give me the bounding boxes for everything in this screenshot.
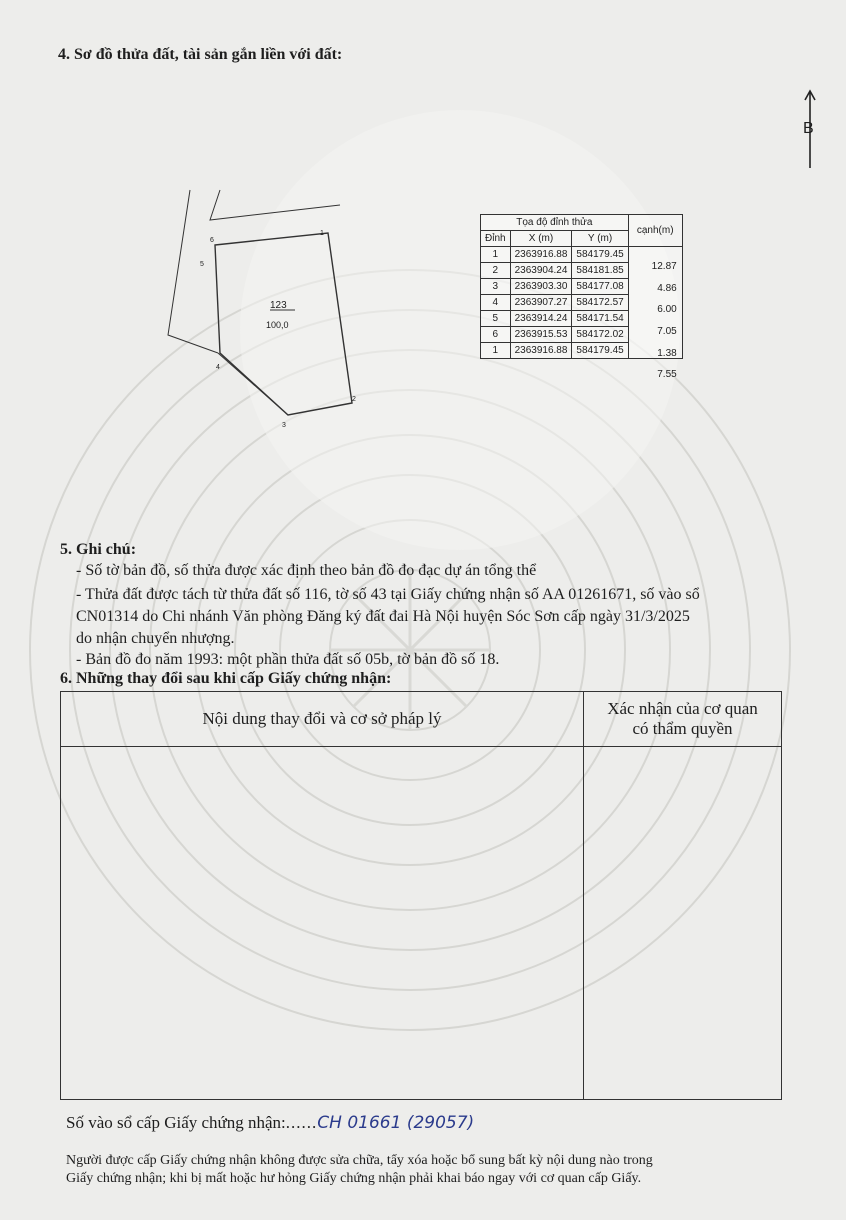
cell-vertex: 4 — [481, 295, 511, 311]
note-line: CN01314 do Chi nhánh Văn phòng Đăng ký đất đai Hà Nội huyện Sóc Sơn cấp ngày 31/3/2025 — [76, 608, 690, 625]
parcel-area: 100,0 — [266, 320, 289, 330]
coord-header-group: Tọa độ đỉnh thửa — [481, 215, 629, 231]
changes-confirm-cell — [584, 747, 782, 1100]
table-row — [481, 247, 683, 263]
edge-value: 12.87 — [651, 261, 677, 272]
register-number-value: CH 01661 (29057) — [317, 1113, 475, 1133]
parcel-number: 123 — [270, 300, 287, 311]
register-number-row: Số vào sổ cấp Giấy chứng nhận:......CH 01661 (29057) — [66, 1113, 475, 1133]
cell-y: 584172.02 — [572, 327, 628, 343]
edge-value: 7.05 — [657, 326, 677, 337]
cell-y: 584181.85 — [572, 263, 628, 279]
cell-x: 2363914.24 — [510, 311, 572, 327]
note-line: - Thửa đất được tách từ thửa đất số 116, tờ số 43 tại Giấy chứng nhận số AA 01261671, số vào sổ — [76, 586, 700, 603]
vertex-label-2: 2 — [352, 396, 356, 403]
cell-vertex: 5 — [481, 311, 511, 327]
changes-col-confirm — [584, 692, 782, 747]
cell-x: 2363903.30 — [510, 279, 572, 295]
vertex-label-4: 4 — [216, 364, 220, 371]
notice-line-2: Giấy chứng nhận; khi bị mất hoặc hư hỏng Giấy chứng nhận phải khai báo ngay với cơ quan cấp Giấy. — [66, 1171, 642, 1186]
cell-vertex: 2 — [481, 263, 511, 279]
vertex-label-6: 6 — [210, 237, 214, 244]
cell-x: 2363904.24 — [510, 263, 572, 279]
cell-x: 2363907.27 — [510, 295, 572, 311]
note-line: - Bản đồ đo năm 1993: một phần thửa đất số 05b, tờ bản đồ số 18. — [76, 651, 500, 668]
north-arrow — [800, 88, 820, 170]
edge-value: 6.00 — [657, 304, 677, 315]
cell-y: 584171.54 — [572, 311, 628, 327]
section5-title: 5. Ghi chú: — [60, 541, 137, 558]
cell-y: 584177.08 — [572, 279, 628, 295]
coord-header-y: Y (m) — [572, 231, 628, 247]
north-label: B — [803, 120, 814, 137]
changes-col-confirm-line2: có thẩm quyền — [632, 719, 733, 738]
coord-header-vertex: Đỉnh — [481, 231, 511, 247]
notice-line-1: Người được cấp Giấy chứng nhận không được sửa chữa, tẩy xóa hoặc bổ sung bất kỳ nội dung nào trong — [66, 1153, 653, 1168]
changes-col-confirm-line1: Xác nhận của cơ quan — [607, 699, 758, 718]
vertex-label-1: 1 — [320, 230, 324, 237]
coordinate-table — [480, 214, 683, 380]
edge-value: 4.86 — [657, 283, 677, 294]
vertex-label-5: 5 — [200, 261, 204, 268]
cell-x: 2363916.88 — [510, 343, 572, 359]
changes-col-content: Nội dung thay đổi và cơ sở pháp lý — [61, 692, 584, 747]
cell-vertex: 3 — [481, 279, 511, 295]
cell-y: 584179.45 — [572, 247, 628, 263]
edge-lengths — [628, 247, 682, 380]
cell-y: 584179.45 — [572, 343, 628, 359]
cell-vertex: 1 — [481, 343, 511, 359]
register-number-label: Số vào sổ cấp Giấy chứng nhận: — [66, 1113, 286, 1132]
coord-header-x: X (m) — [510, 231, 572, 247]
section6-title: 6. Những thay đổi sau khi cấp Giấy chứng nhận: — [60, 670, 392, 687]
cell-x: 2363916.88 — [510, 247, 572, 263]
note-line: - Số tờ bản đồ, số thửa được xác định theo bản đồ đo đạc dự án tổng thể — [76, 562, 537, 579]
coord-header-edge: cạnh(m) — [628, 215, 682, 247]
vertex-label-3: 3 — [282, 422, 286, 429]
cell-vertex: 1 — [481, 247, 511, 263]
notice-text — [66, 1152, 796, 1188]
note-line: do nhận chuyển nhượng. — [76, 630, 235, 647]
cell-x: 2363915.53 — [510, 327, 572, 343]
section4-title: 4. Sơ đồ thửa đất, tài sản gắn liền với đất: — [58, 46, 343, 63]
cell-y: 584172.57 — [572, 295, 628, 311]
edge-value: 7.55 — [657, 369, 677, 380]
changes-table — [60, 691, 782, 1100]
edge-value: 1.38 — [657, 348, 677, 359]
cell-vertex: 6 — [481, 327, 511, 343]
changes-content-cell — [61, 747, 584, 1100]
